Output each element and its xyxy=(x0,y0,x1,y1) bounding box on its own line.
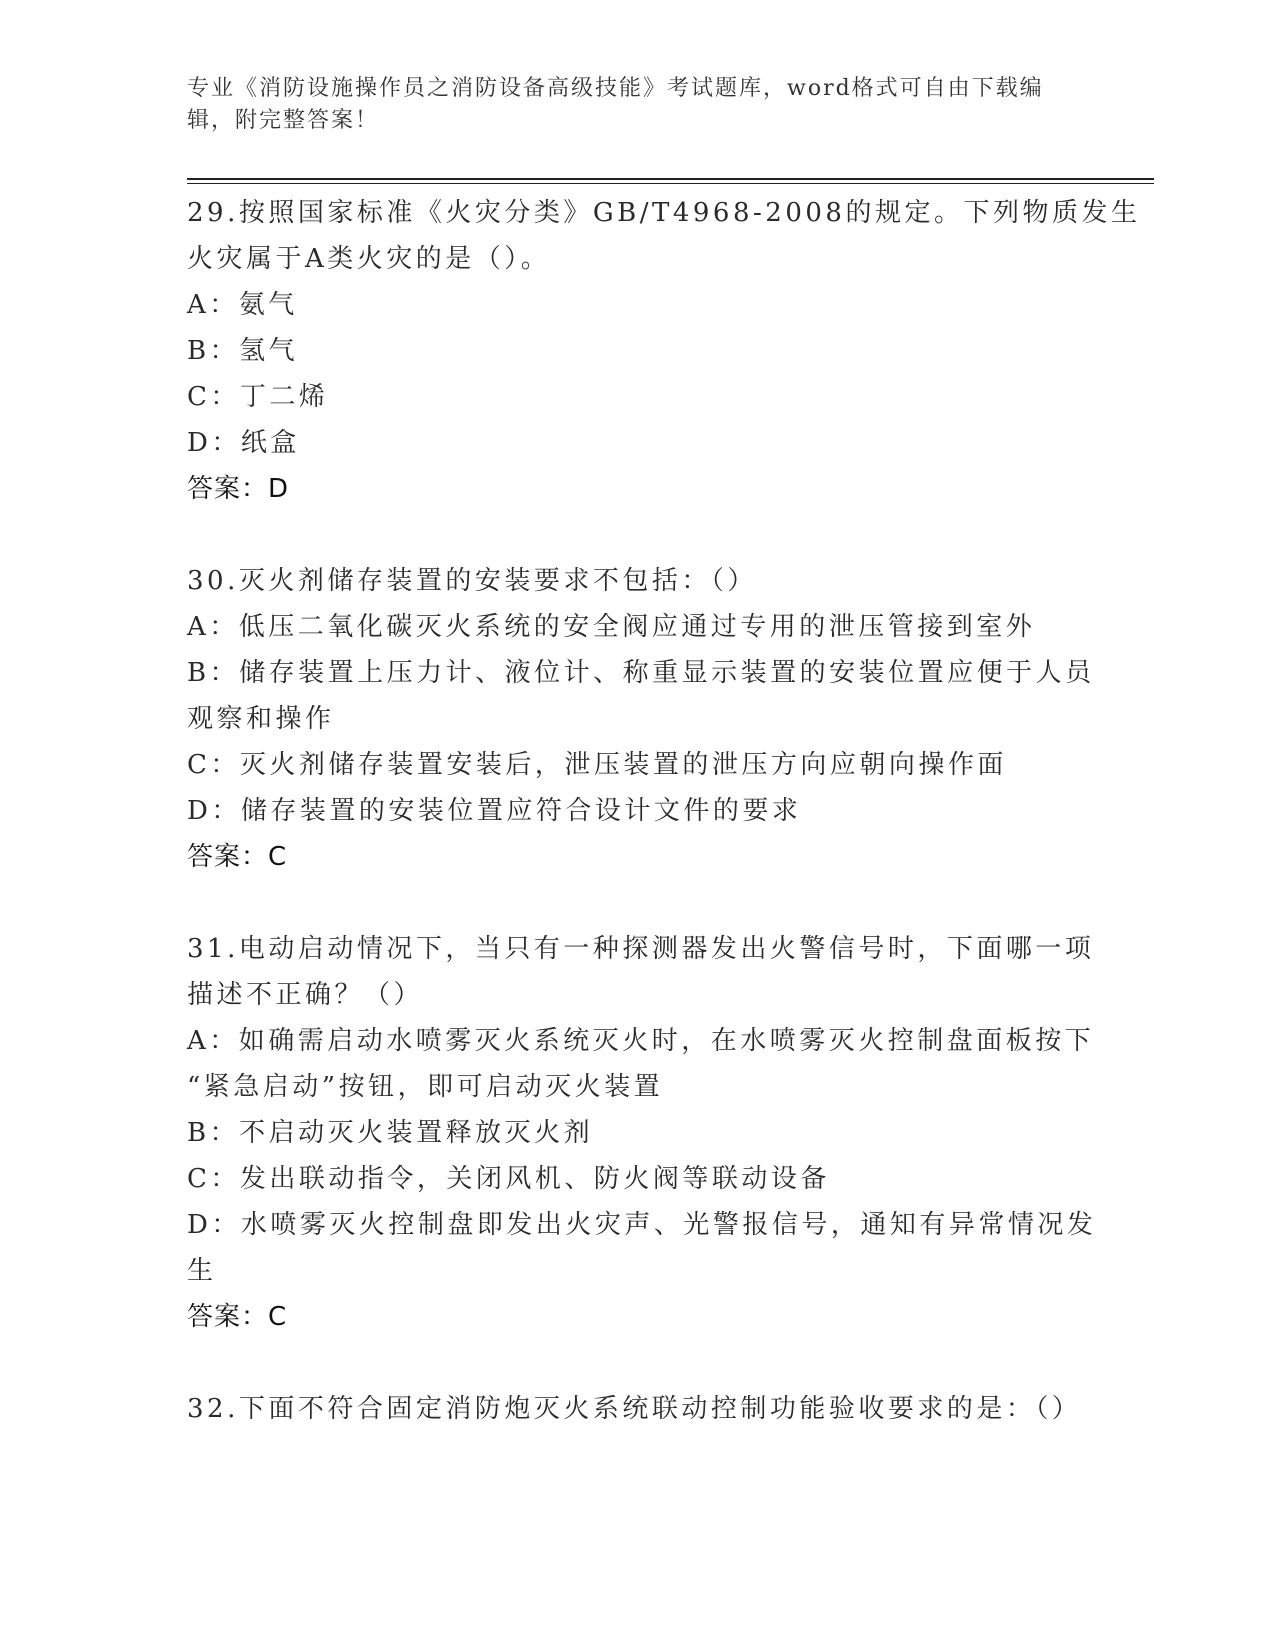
question-list xyxy=(187,190,1141,1432)
answer-option: B：氢气 xyxy=(187,336,299,366)
question-stem: 火灾属于A类火灾的是（）。 xyxy=(187,244,551,274)
question-block xyxy=(187,926,1097,1340)
question-block xyxy=(187,1386,1087,1432)
question-stem: 描述不正确？（） xyxy=(187,980,424,1010)
answer-key: 答案：C xyxy=(187,842,288,872)
header-divider xyxy=(187,178,1154,180)
question-spacer xyxy=(187,512,1087,558)
question-block xyxy=(187,558,1095,880)
answer-option: D：水喷雾灭火控制盘即发出火灾声、光警报信号，通知有异常情况发 xyxy=(187,1210,1097,1240)
answer-option: B：储存装置上压力计、液位计、称重显示装置的安装位置应便于人员 xyxy=(187,658,1095,688)
question-spacer xyxy=(187,880,1087,926)
header-divider-thin xyxy=(187,183,1154,184)
answer-key: 答案：D xyxy=(187,474,290,504)
question-stem: 29.按照国家标准《火灾分类》GB/T4968-2008的规定。下列物质发生 xyxy=(187,198,1141,228)
question-stem: 30.灭火剂储存装置的安装要求不包括：（） xyxy=(187,566,757,596)
answer-option: C：发出联动指令，关闭风机、防火阀等联动设备 xyxy=(187,1164,830,1194)
answer-key: 答案：C xyxy=(187,1302,288,1332)
document-header xyxy=(187,73,1087,137)
header-line: 专业《消防设施操作员之消防设备高级技能》考试题库，word格式可自由下载编 xyxy=(187,76,1044,101)
answer-option: D：纸盒 xyxy=(187,428,300,458)
header-line: 辑，附完整答案！ xyxy=(187,108,380,133)
answer-option: 生 xyxy=(187,1256,217,1286)
answer-option: C：丁二烯 xyxy=(187,382,329,412)
answer-option: A：氨气 xyxy=(187,290,298,320)
question-block xyxy=(187,190,1141,512)
answer-option: C：灭火剂储存装置安装后，泄压装置的泄压方向应朝向操作面 xyxy=(187,750,1007,780)
answer-option: B：不启动灭火装置释放灭火剂 xyxy=(187,1118,594,1148)
answer-option: D：储存装置的安装位置应符合设计文件的要求 xyxy=(187,796,802,826)
question-stem: 32.下面不符合固定消防炮灭火系统联动控制功能验收要求的是：（） xyxy=(187,1394,1082,1424)
question-stem: 31.电动启动情况下，当只有一种探测器发出火警信号时，下面哪一项 xyxy=(187,934,1095,964)
answer-option: “紧急启动”按钮，即可启动灭火装置 xyxy=(187,1072,664,1102)
answer-option: 观察和操作 xyxy=(187,704,335,734)
answer-option: A：低压二氧化碳灭火系统的安全阀应通过专用的泄压管接到室外 xyxy=(187,612,1036,642)
question-spacer xyxy=(187,1340,1087,1386)
answer-option: A：如确需启动水喷雾灭火系统灭火时，在水喷雾灭火控制盘面板按下 xyxy=(187,1026,1095,1056)
